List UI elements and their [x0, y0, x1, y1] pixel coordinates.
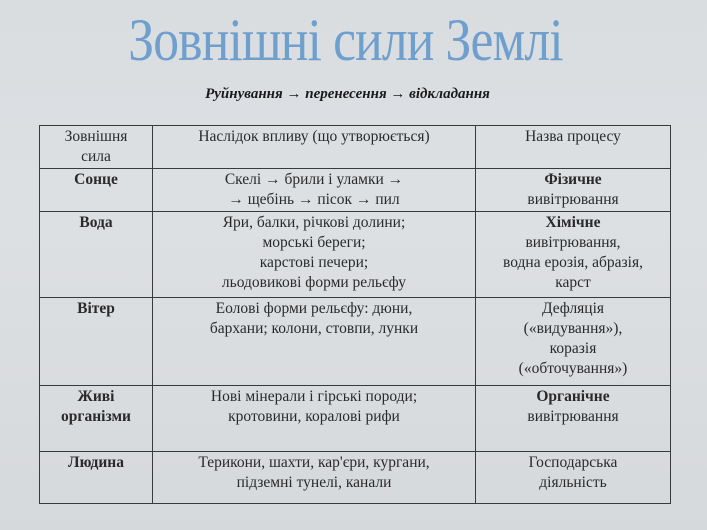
- process-line: карст: [555, 274, 591, 291]
- process-line: діяльність: [539, 474, 607, 491]
- force-name-line: Вода: [79, 214, 113, 231]
- table-row: [40, 212, 671, 298]
- effect-line: льодовикові форми рельєфу: [221, 274, 407, 291]
- effect-line: підземні тунелі, канали: [236, 474, 392, 491]
- force-name-line: організми: [61, 408, 131, 425]
- effect-cell: [153, 212, 476, 298]
- effect-line: Скелі → брили і уламки →: [224, 171, 404, 188]
- effect-line: кротовини, коралові рифи: [228, 408, 400, 425]
- process-line: вивітрювання,: [525, 234, 621, 251]
- force-cell: [40, 298, 153, 386]
- header-force-line: сила: [81, 148, 111, 165]
- force-cell: [40, 452, 153, 504]
- force-cell: [40, 169, 153, 212]
- page-title: Зовнішні сили Землі: [128, 7, 563, 73]
- table-header-row: [40, 126, 671, 169]
- forces-table: [39, 125, 671, 504]
- table-row: [40, 298, 671, 386]
- process-cell: [476, 386, 671, 452]
- effect-line: Еолові форми рельєфу: дюни,: [215, 300, 413, 317]
- effect-line: карстові печери;: [259, 254, 369, 271]
- process-cell: [476, 212, 671, 298]
- process-line: вивітрювання: [527, 191, 619, 208]
- process-cell: [476, 169, 671, 212]
- table-row: [40, 169, 671, 212]
- force-name-line: Живі: [77, 388, 115, 405]
- effect-line: бархани; колони, стовпи, лунки: [209, 320, 419, 337]
- force-cell: [40, 386, 153, 452]
- effect-line: морські береги;: [262, 234, 366, 251]
- header-process: Назва процесу: [476, 126, 671, 169]
- process-line: («обточування»): [518, 360, 628, 377]
- effect-cell: [153, 169, 476, 212]
- force-name-line: Сонце: [74, 171, 118, 188]
- effect-line: Яри, балки, річкові долини;: [222, 214, 406, 231]
- process-line: коразія: [549, 340, 597, 357]
- effect-line: Нові мінерали і гірські породи;: [210, 388, 418, 405]
- force-name-line: Вітер: [77, 300, 115, 317]
- effect-cell: [153, 452, 476, 504]
- process-cell: [476, 298, 671, 386]
- force-cell: [40, 212, 153, 298]
- force-name-line: Людина: [68, 454, 124, 471]
- table-row: [40, 452, 671, 504]
- process-line: Фізичне: [544, 171, 602, 188]
- header-force: [40, 126, 153, 169]
- process-line: Господарська: [528, 454, 618, 471]
- header-effect: Наслідок впливу (що утворюється): [153, 126, 476, 169]
- process-line: Хімічне: [545, 214, 601, 231]
- effect-cell: [153, 298, 476, 386]
- process-line: Дефляція: [541, 300, 605, 317]
- process-line: водна ерозія, абразія,: [503, 254, 643, 271]
- process-line: вивітрювання: [527, 408, 619, 425]
- process-line: («видування»),: [523, 320, 623, 337]
- page-subtitle: Руйнування → перенесення → відкладання: [205, 86, 490, 102]
- effect-cell: [153, 386, 476, 452]
- effect-line: → щебінь → пісок → пил: [228, 191, 400, 208]
- process-cell: [476, 452, 671, 504]
- effect-line: Терикони, шахти, кар'єри, кургани,: [198, 454, 430, 471]
- process-line: Органічне: [536, 388, 610, 405]
- header-force-line: Зовнішня: [64, 128, 128, 145]
- table-row: [40, 386, 671, 452]
